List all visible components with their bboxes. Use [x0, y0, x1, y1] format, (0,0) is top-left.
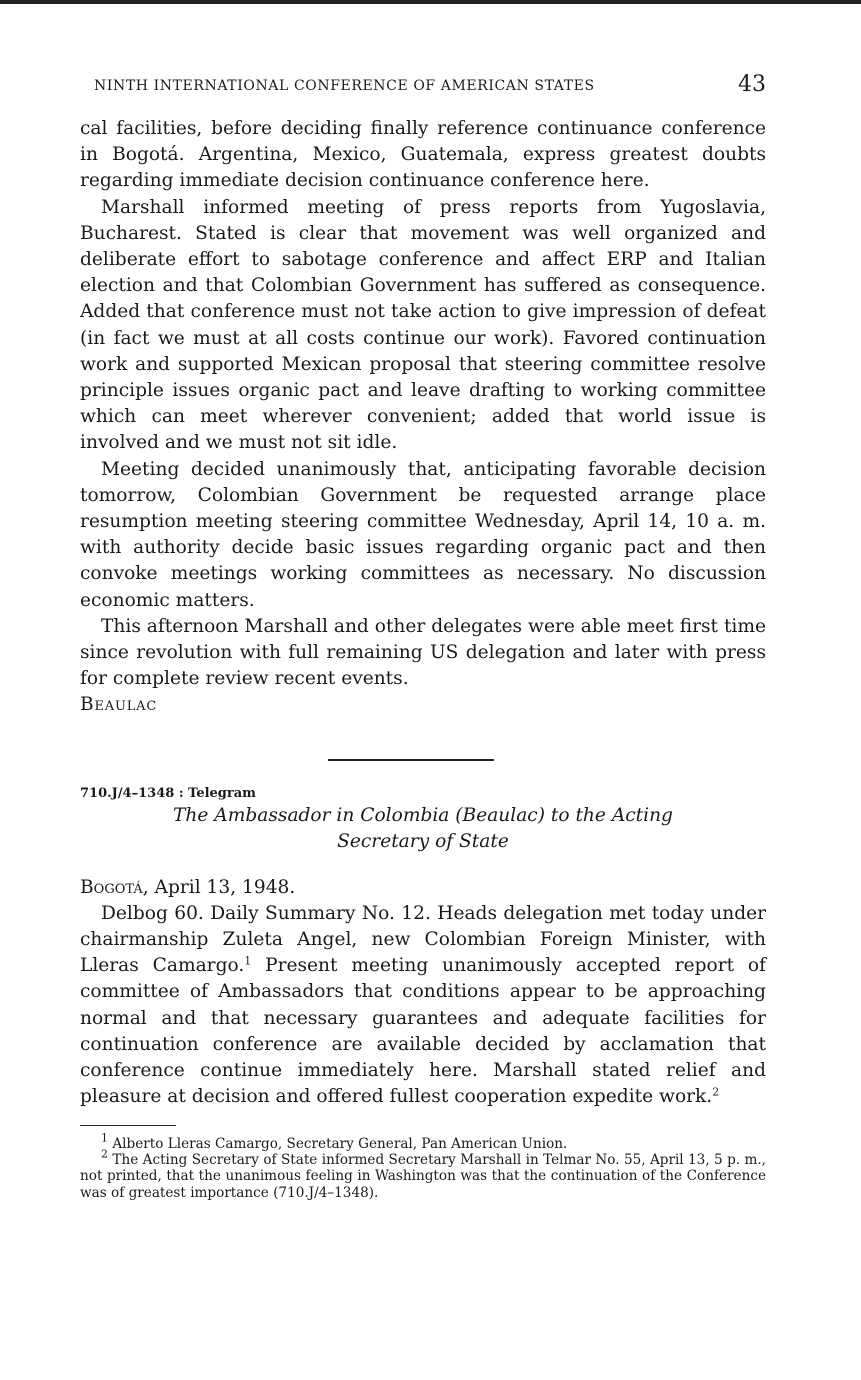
- footnote-1-mark: 1: [101, 1131, 108, 1145]
- footnote-2-mark: 2: [101, 1147, 108, 1161]
- page-header: [80, 72, 766, 100]
- footnote-1-text: Alberto Lleras Camargo, Secretary General, Pan American Union.: [112, 1136, 568, 1152]
- document-title-line-2: Secretary of State: [337, 830, 509, 852]
- signature-beaulac: Beaulac: [80, 694, 158, 716]
- dateline-date: , April 13, 1948.: [142, 876, 296, 898]
- document-title-line-1: The Ambassador in Colombia (Beaulac) to the Acting: [173, 804, 673, 826]
- footnote-ref-2: 2: [712, 1085, 720, 1099]
- footnote-1: [80, 1131, 766, 1152]
- page-body: [80, 116, 766, 1201]
- paragraph-meeting-decision: Meeting decided unanimously that, anticipating favorable decision tomorrow, Colombian Government be requested arrange place resumption meeting steering committee Wednesday, April 14, 10 a. m. with authority decide basic issues regarding organic pact and then convoke meetings working committees as necessary. No discussion economic matters.: [80, 458, 766, 611]
- section-divider: [328, 759, 494, 761]
- file-reference: 710.J/4–1348 : Telegram: [80, 785, 256, 801]
- paragraph-continued: cal facilities, before deciding finally reference continuance conference in Bogotá. Argentina, Mexico, Guatemala, express greatest doubts regarding immediate decision continuance conference here.: [80, 118, 766, 192]
- document-title: [80, 803, 766, 855]
- footnote-2: [80, 1147, 766, 1201]
- dateline-place: Bogotá: [80, 876, 143, 898]
- telegram-body-part-1: Delbog 60. Daily Summary No. 12. Heads delegation met today under chairmanship Zuleta Angel, new Colombian Foreign Minister, with Lleras Camargo.: [80, 902, 766, 977]
- footnote-2-text: The Acting Secretary of State informed Secretary Marshall in Telmar No. 55, April 13, 5 p. m., not printed, that the unanimous feeling in Washington was that the continuation of the Conference was of greatest importance (710.J/4–1348).: [80, 1152, 766, 1201]
- telegram-body: [80, 901, 766, 1111]
- footnote-ref-1: 1: [244, 954, 252, 968]
- paragraph-afternoon-review: This afternoon Marshall and other delegates were able meet first time since revolution with full remaining US delegation and later with press for complete review recent events.: [80, 615, 766, 690]
- footnotes: [80, 1131, 766, 1201]
- dateline: [80, 875, 766, 901]
- running-head: NINTH INTERNATIONAL CONFERENCE OF AMERICAN STATES: [94, 78, 595, 94]
- footnote-rule: [80, 1125, 176, 1127]
- paragraph-marshall-press-reports: Marshall informed meeting of press reports from Yugoslavia, Bucharest. Stated is clear that movement was well organized and deliberate effort to sabotage conference and affect ERP and Italian election and that Colombian Government has suffered as consequence. Added that conference must not take action to give impression of defeat (in fact we must at all costs continue our work). Favored continuation work and supported Mexican proposal that steering committee resolve principle issues organic pact and leave drafting to working committee which can meet wherever convenient; added that world issue is involved and we must not sit idle.: [80, 196, 766, 454]
- top-edge-rule: [0, 0, 861, 4]
- telegram-body-part-2: Present meeting unanimously accepted report of committee of Ambassadors that conditions appear to be approaching normal and that necessary guarantees and adequate facilities for continuation conference are available decided by acclamation that conference continue immediately here. Marshall stated relief and pleasure at decision and offered fullest cooperation expedite work.: [80, 955, 767, 1108]
- page-number: 43: [738, 72, 766, 97]
